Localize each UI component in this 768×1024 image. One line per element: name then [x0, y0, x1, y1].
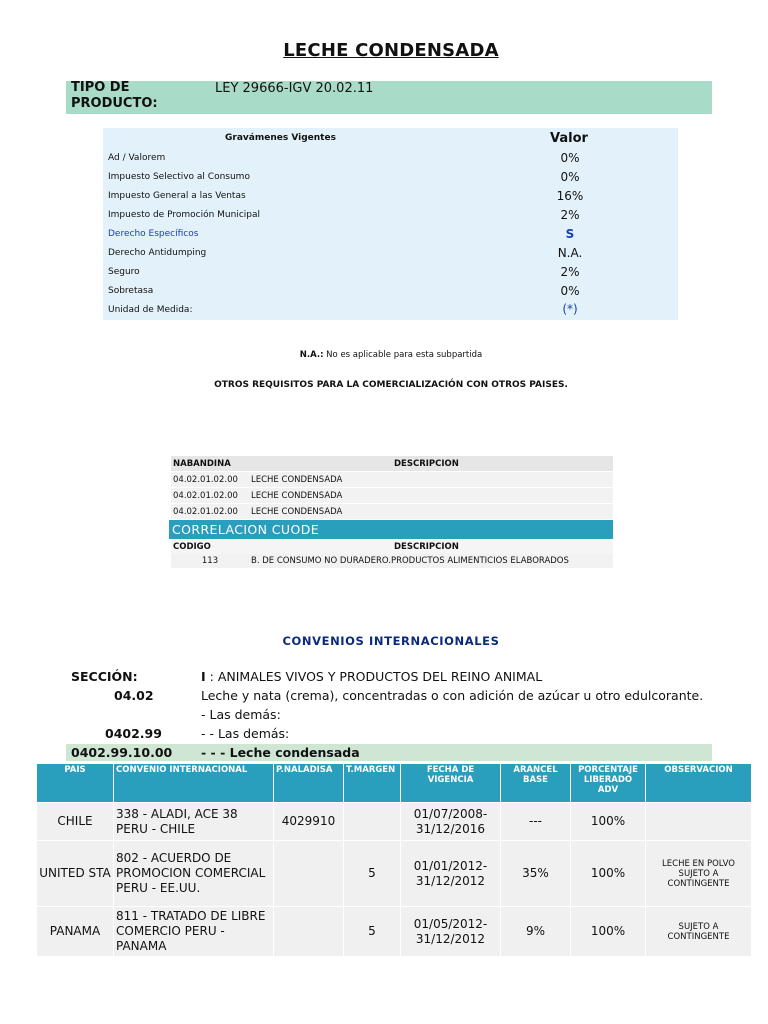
gravamen-label: Impuesto Selectivo al Consumo	[108, 172, 250, 182]
table-header-row	[37, 764, 752, 803]
na-note-label: N.A.:	[299, 350, 324, 360]
table-cell	[274, 841, 344, 907]
column-header: NABANDINA	[171, 456, 249, 472]
table-cell: 100%	[571, 907, 646, 957]
partida-sub: - Las demás:	[201, 707, 281, 722]
table-cell: 811 - TRATADO DE LIBRE COMERCIO PERU - PANAMA	[114, 907, 274, 957]
gravamen-label: Ad / Valorem	[108, 153, 166, 163]
convenios-heading: CONVENIOS INTERNACIONALES	[282, 634, 500, 648]
tipo-producto-value: LEY 29666-IGV 20.02.11	[215, 81, 374, 96]
derecho-especificos-link[interactable]: Derecho Específicos	[108, 229, 199, 239]
table-cell	[646, 803, 752, 841]
table-cell: LECHE CONDENSADA	[249, 472, 613, 488]
table-row	[171, 554, 613, 568]
table-cell: 5	[344, 841, 401, 907]
table-row	[171, 488, 613, 504]
gravamen-label: Sobretasa	[108, 286, 154, 296]
subpartida-text: - - Las demás:	[201, 726, 290, 741]
table-cell	[274, 907, 344, 957]
table-cell: CHILE	[37, 803, 114, 841]
column-header: DESCRIPCION	[249, 540, 613, 554]
gravamen-label: Impuesto de Promoción Municipal	[108, 210, 260, 220]
nabandina-table	[171, 456, 613, 519]
column-header: P.NALADISA	[274, 764, 344, 803]
table-cell	[344, 803, 401, 841]
page-title: LECHE CONDENSADA	[283, 40, 499, 61]
gravamen-label: Unidad de Medida:	[108, 305, 193, 315]
table-cell: ---	[501, 803, 571, 841]
seccion-roman: I	[201, 669, 206, 684]
table-cell: LECHE EN POLVO SUJETO A CONTINGENTE	[646, 841, 752, 907]
table-cell: B. DE CONSUMO NO DURADERO.PRODUCTOS ALIMENTICIOS ELABORADOS	[249, 554, 613, 568]
gravamen-label: Seguro	[108, 267, 140, 277]
convenios-table	[36, 763, 752, 957]
table-cell: 04.02.01.02.00	[171, 504, 249, 520]
nacional-code: 0402.99.10.00	[71, 745, 173, 760]
valor-header: Valor	[550, 131, 588, 146]
gravamen-value: 2%	[560, 208, 580, 222]
table-header-row	[171, 456, 613, 472]
table-cell: 100%	[571, 841, 646, 907]
table-row	[171, 472, 613, 488]
partida-text: Leche y nata (crema), concentradas o con adición de azúcar u otro edulcorante.	[201, 688, 704, 703]
table-cell: 5	[344, 907, 401, 957]
column-header: ARANCEL BASE	[501, 764, 571, 803]
seccion-text	[201, 669, 542, 684]
unidad-medida-link[interactable]: (*)	[562, 302, 578, 316]
gravamen-label: Impuesto General a las Ventas	[108, 191, 246, 201]
gravamen-value: 2%	[560, 265, 580, 279]
table-cell: 04.02.01.02.00	[171, 472, 249, 488]
correlacion-table	[171, 540, 613, 568]
subpartida-code: 0402.99	[105, 726, 162, 741]
table-cell: UNITED STA	[37, 841, 114, 907]
table-cell: 113	[171, 554, 249, 568]
column-header: OBSERVACION	[646, 764, 752, 803]
column-header: CODIGO	[171, 540, 249, 554]
gravamen-value: 16%	[556, 189, 584, 203]
gravamen-value: 0%	[560, 284, 580, 298]
table-cell: SUJETO A CONTINGENTE	[646, 907, 752, 957]
column-header: T.MARGEN	[344, 764, 401, 803]
seccion-label: SECCIÓN:	[71, 669, 138, 684]
column-header: PAIS	[37, 764, 114, 803]
gravamen-value: N.A.	[557, 246, 583, 260]
column-header: DESCRIPCION	[249, 456, 613, 472]
nacional-text: - - - Leche condensada	[201, 745, 360, 760]
otros-requisitos-heading: OTROS REQUISITOS PARA LA COMERCIALIZACIÓN CON OTROS PAISES.	[214, 380, 568, 390]
column-header: FECHA DE VIGENCIA	[401, 764, 501, 803]
table-cell: LECHE CONDENSADA	[249, 488, 613, 504]
table-cell: 4029910	[274, 803, 344, 841]
gravamen-label: Derecho Antidumping	[108, 248, 207, 258]
column-header: PORCENTAJE LIBERADO ADV	[571, 764, 646, 803]
na-note-text: No es aplicable para esta subpartida	[323, 350, 483, 360]
table-cell: 01/05/2012-31/12/2012	[401, 907, 501, 957]
table-cell: 338 - ALADI, ACE 38 PERU - CHILE	[114, 803, 274, 841]
table-cell: 100%	[571, 803, 646, 841]
table-header-row	[171, 540, 613, 554]
table-cell: 01/01/2012-31/12/2012	[401, 841, 501, 907]
table-row	[171, 504, 613, 520]
table-cell: PANAMA	[37, 907, 114, 957]
seccion-description: : ANIMALES VIVOS Y PRODUCTOS DEL REINO ANIMAL	[205, 669, 543, 684]
gravamen-value: 0%	[560, 151, 580, 165]
gravamen-value: 0%	[560, 170, 580, 184]
correlacion-cuode-heading: CORRELACION CUODE	[169, 520, 613, 539]
table-cell: 35%	[501, 841, 571, 907]
derecho-especificos-value-link[interactable]: S	[565, 227, 575, 241]
table-cell: 01/07/2008-31/12/2016	[401, 803, 501, 841]
tipo-producto-label: TIPO DE PRODUCTO:	[71, 80, 158, 111]
table-cell: 802 - ACUERDO DE PROMOCION COMERCIAL PERU - EE.UU.	[114, 841, 274, 907]
na-note	[0, 350, 768, 360]
table-cell: 9%	[501, 907, 571, 957]
partida-code: 04.02	[114, 688, 154, 703]
table-cell: LECHE CONDENSADA	[249, 504, 613, 520]
table-row	[37, 841, 752, 907]
gravamenes-header: Gravámenes Vigentes	[225, 133, 336, 143]
table-cell: 04.02.01.02.00	[171, 488, 249, 504]
table-row	[37, 803, 752, 841]
column-header: CONVENIO INTERNACIONAL	[114, 764, 274, 803]
table-row	[37, 907, 752, 957]
